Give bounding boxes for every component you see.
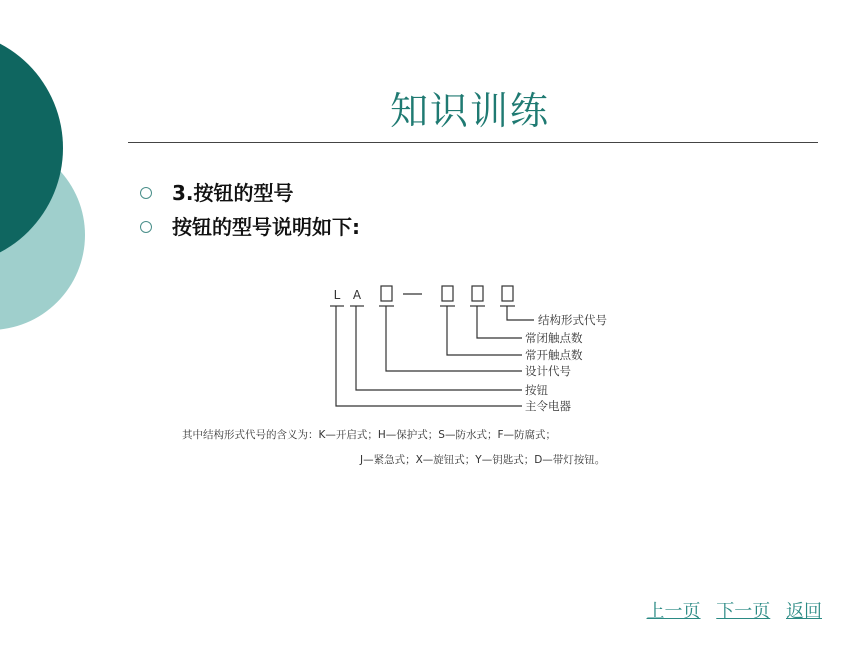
diagram-label: 按钮 [525, 383, 548, 397]
bullet-text: 3.按钮的型号 [172, 181, 294, 205]
title-divider [128, 142, 818, 143]
bullet-item [140, 176, 360, 210]
code-letter: L [333, 288, 341, 302]
prev-page-link[interactable]: 上一页 [646, 601, 701, 622]
diagram-label: 设计代号 [525, 364, 571, 378]
leader-line [336, 306, 522, 406]
code-box [442, 286, 453, 301]
diagram-label: 结构形式代号 [538, 313, 607, 327]
bullet-circle-icon [140, 221, 152, 233]
code-box [502, 286, 513, 301]
leader-line [507, 306, 534, 320]
bullet-list [140, 176, 360, 244]
next-page-link[interactable]: 下一页 [716, 601, 771, 622]
code-box [381, 286, 392, 301]
diagram-label: 常开触点数 [525, 348, 583, 362]
diagram-label: 常闭触点数 [525, 331, 583, 345]
model-code-diagram [170, 280, 690, 480]
diagram-caption: J—紧急式；X—旋钮式；Y—钥匙式；D—带灯按钮。 [360, 454, 606, 466]
back-link[interactable]: 返回 [786, 601, 822, 622]
bullet-text: 按钮的型号说明如下: [172, 215, 360, 239]
code-letter: A [352, 288, 362, 302]
diagram-label: 主令电器 [525, 399, 571, 413]
code-box [472, 286, 483, 301]
bullet-item [140, 210, 360, 244]
leader-line [356, 306, 522, 390]
diagram-caption: 其中结构形式代号的含义为：K—开启式；H—保护式；S—防水式；F—防腐式； [182, 429, 556, 441]
leader-line [447, 306, 522, 355]
leader-line [477, 306, 522, 338]
decorative-circles [0, 0, 100, 360]
bullet-circle-icon [140, 187, 152, 199]
slide-navigation [637, 597, 822, 623]
slide-title: 知识训练 [389, 89, 550, 133]
